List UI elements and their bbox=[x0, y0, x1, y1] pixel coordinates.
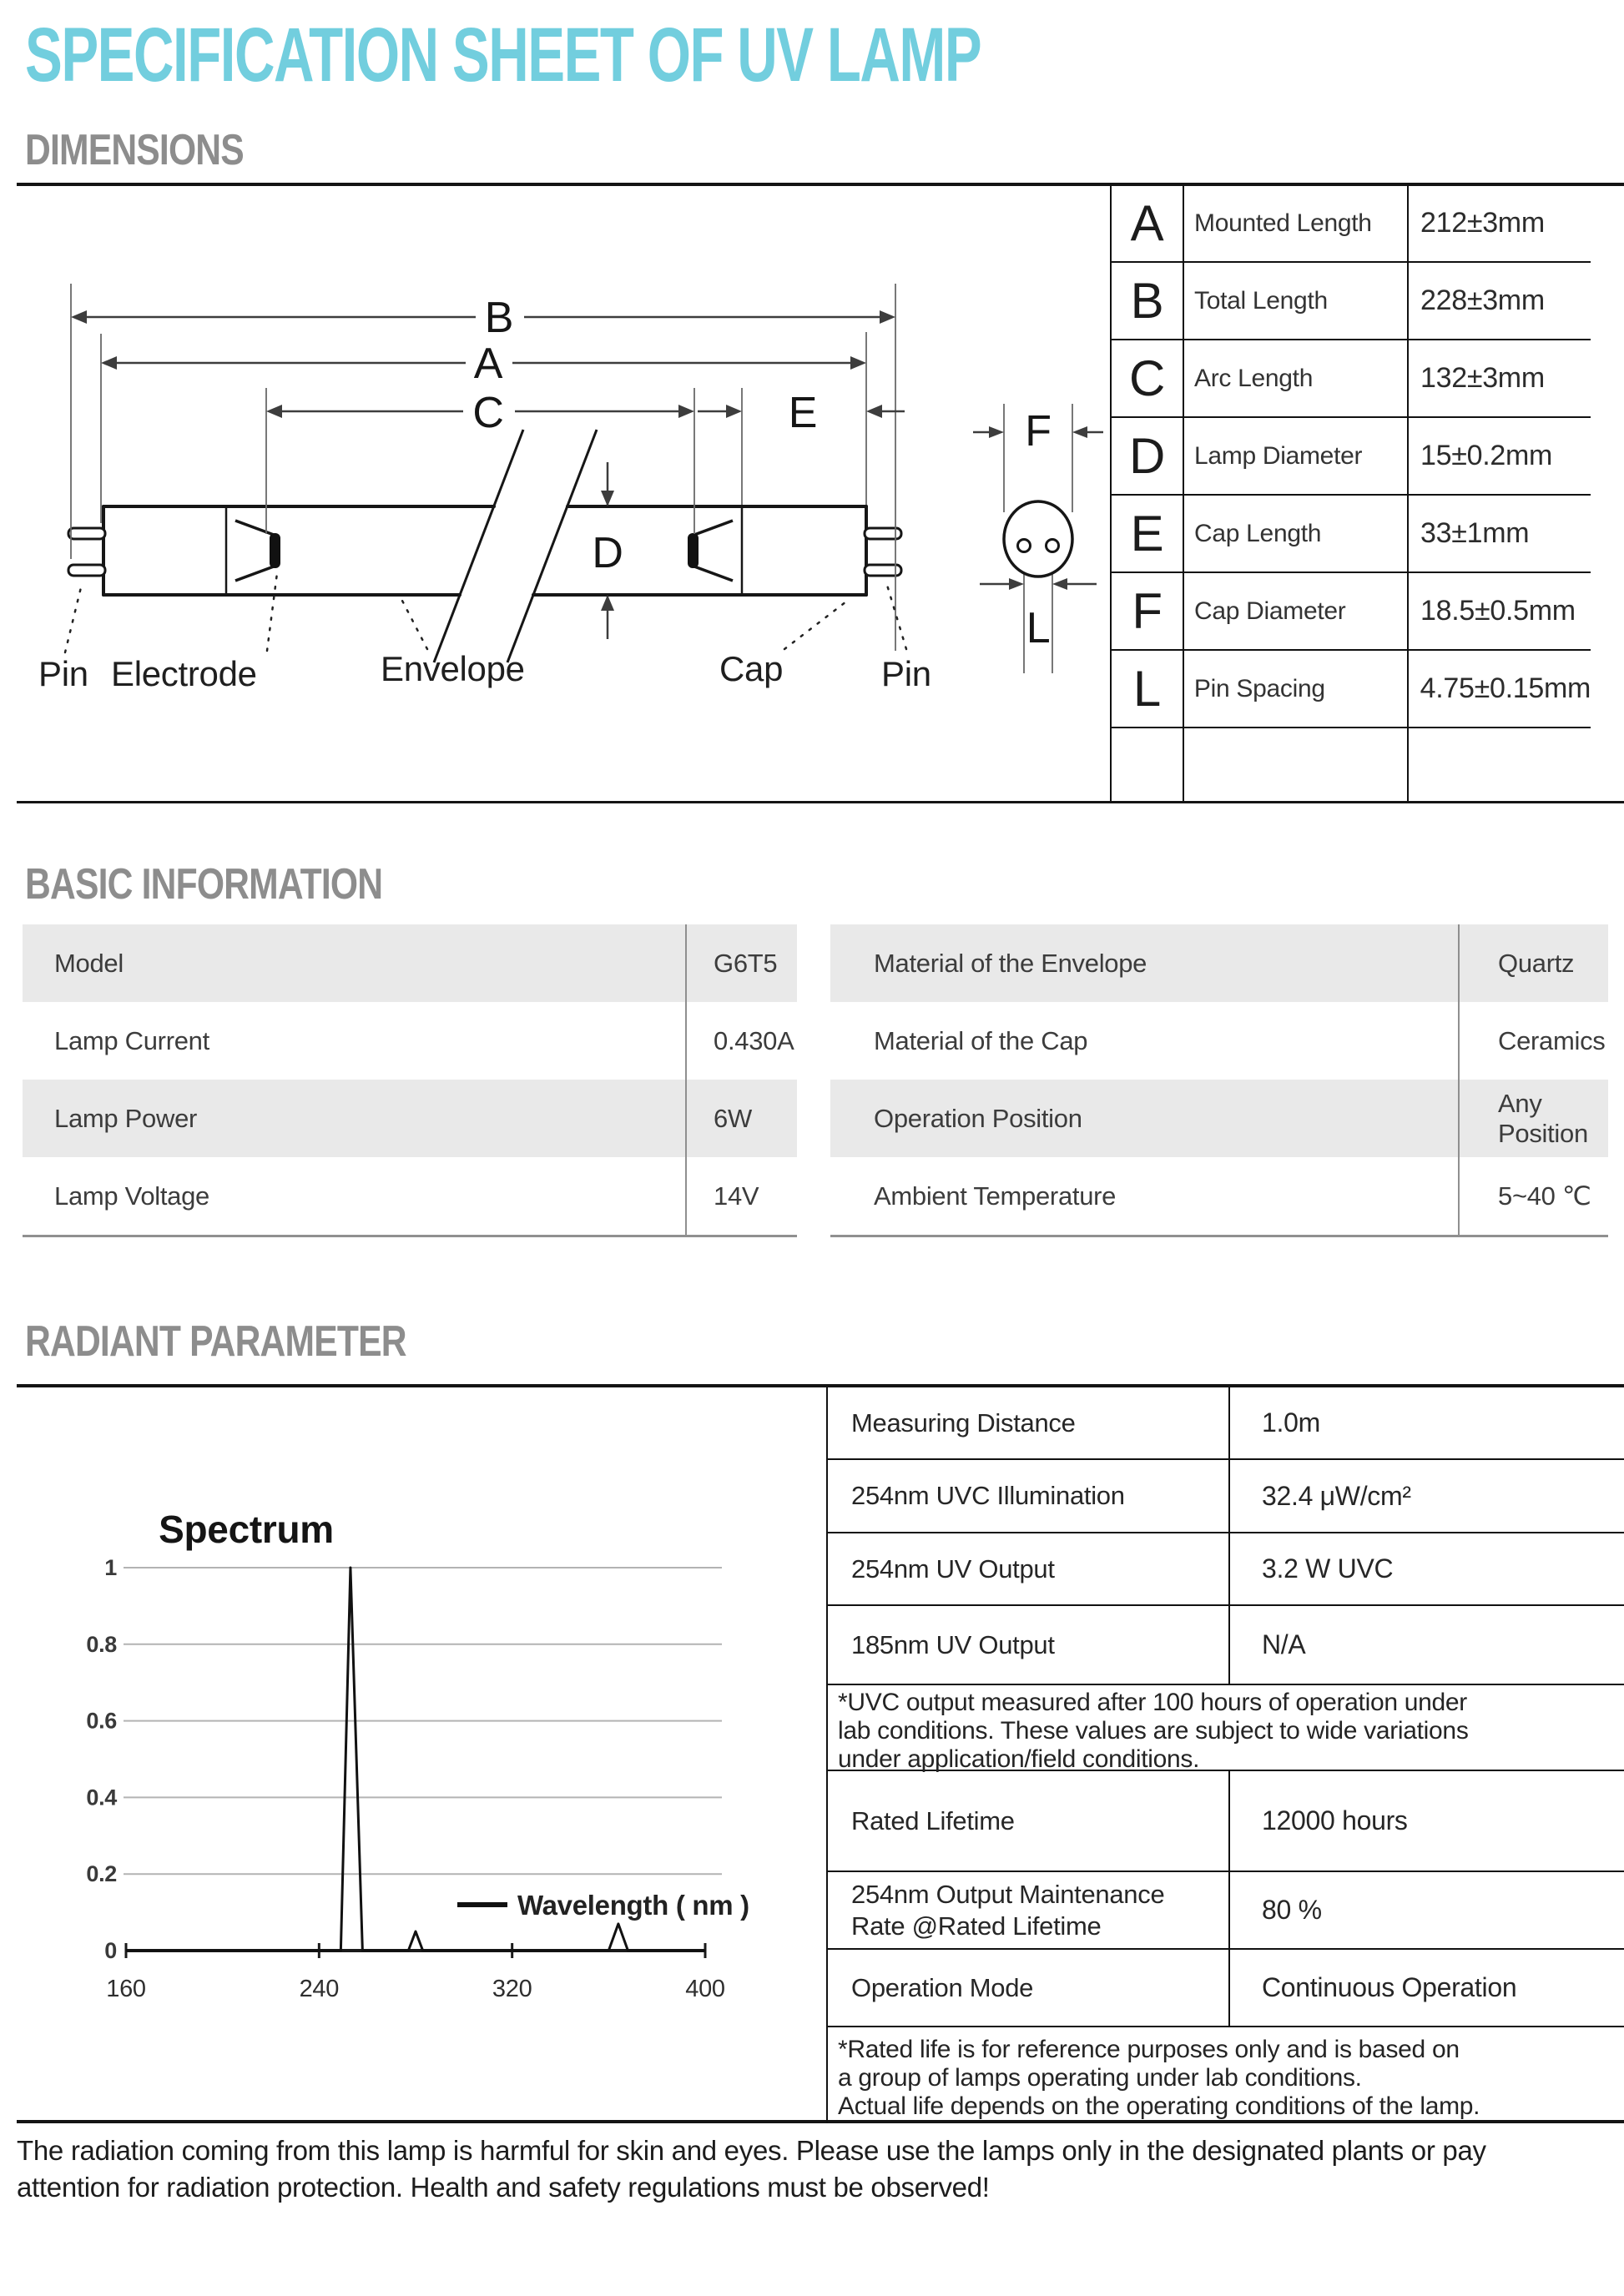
radiant-parameter-table bbox=[826, 1387, 1624, 2123]
table-row bbox=[828, 1460, 1624, 1533]
dim-letter-E: E bbox=[788, 389, 818, 437]
rad-label bbox=[828, 1460, 1228, 1532]
rad-label-text: 254nm Output Maintenance bbox=[851, 1879, 1165, 1909]
rad-value: 3.2 W UVC bbox=[1228, 1533, 1624, 1604]
basic-info-table-left bbox=[23, 924, 797, 1235]
uvc-output-note bbox=[828, 1685, 1624, 1773]
section-heading-dimensions: DIMENSIONS bbox=[25, 126, 244, 174]
dim-letter-C: C bbox=[472, 389, 504, 437]
radiation-warning bbox=[17, 2132, 1607, 2206]
dim-letter-F: F bbox=[1025, 407, 1052, 456]
y-tick-label: 0.4 bbox=[86, 1785, 117, 1810]
label-envelope: Envelope bbox=[381, 649, 525, 688]
bi-label: Lamp Voltage bbox=[54, 1181, 209, 1211]
lamp-pins bbox=[68, 528, 901, 576]
dim-label: Cap Diameter bbox=[1184, 573, 1409, 649]
warning-line: attention for radiation protection. Health and safety regulations must be observed! bbox=[17, 2172, 990, 2203]
dim-key: F bbox=[1112, 573, 1184, 649]
dim-label: Total Length bbox=[1184, 263, 1409, 339]
table-row bbox=[23, 924, 797, 1002]
table-row bbox=[23, 1080, 797, 1157]
x-tick-label: 160 bbox=[106, 1976, 146, 2002]
warning-line: The radiation coming from this lamp is harmful for skin and eyes. Please use the lamps only in the designated plants or pay bbox=[17, 2135, 1486, 2166]
spectrum-chart bbox=[17, 1387, 826, 2120]
dim-label: Cap Length bbox=[1184, 496, 1409, 571]
bi-label: Lamp Current bbox=[54, 1025, 209, 1055]
rad-value: 12000 hours bbox=[1228, 1771, 1624, 1871]
y-tick-label: 0.6 bbox=[86, 1708, 117, 1734]
dim-letter-B: B bbox=[484, 294, 514, 342]
x-tick-label: 400 bbox=[685, 1976, 725, 2002]
dim-key bbox=[1112, 728, 1184, 802]
bi-label: Material of the Envelope bbox=[874, 948, 1147, 978]
table-note-row bbox=[828, 1685, 1624, 1771]
spectrum-plot bbox=[86, 1508, 749, 2002]
bi-value: 5~40 ℃ bbox=[1498, 1181, 1591, 1211]
figure-dimension-letters bbox=[472, 294, 1051, 652]
rad-label bbox=[828, 1872, 1228, 1948]
bi-value: Ceramics bbox=[1498, 1025, 1606, 1055]
dim-key: B bbox=[1112, 263, 1184, 339]
rad-label bbox=[828, 1950, 1228, 2026]
table-row-empty bbox=[1112, 728, 1591, 802]
dim-key: L bbox=[1112, 651, 1184, 727]
dim-value: 132±3mm bbox=[1420, 362, 1545, 394]
rad-label-text: Rated Lifetime bbox=[851, 1805, 1015, 1835]
electrode-filament-left bbox=[270, 533, 280, 568]
dim-key: A bbox=[1112, 185, 1184, 261]
basic-info-table-right bbox=[830, 924, 1608, 1235]
bi-label: Material of the Cap bbox=[874, 1025, 1088, 1055]
dim-letter-D: D bbox=[592, 529, 623, 577]
bi-value: 6W bbox=[714, 1103, 752, 1133]
dim-label: Lamp Diameter bbox=[1184, 418, 1409, 494]
rad-label-text: 185nm UV Output bbox=[851, 1629, 1055, 1659]
x-tick-label: 240 bbox=[299, 1976, 340, 2002]
lamp-tube bbox=[103, 506, 866, 595]
rad-label-text: Rate @Rated Lifetime bbox=[851, 1911, 1102, 1941]
section-heading-basic-information: BASIC INFORMATION bbox=[25, 860, 383, 909]
chart-title: Spectrum bbox=[159, 1508, 334, 1551]
rad-label-text: Operation Mode bbox=[851, 1972, 1034, 2002]
dim-label bbox=[1184, 728, 1409, 802]
table-row bbox=[830, 1080, 1608, 1157]
table-row bbox=[828, 1872, 1624, 1950]
table-row bbox=[828, 1606, 1624, 1685]
table-bottom-border bbox=[23, 1235, 797, 1237]
dim-value: 4.75±0.15mm bbox=[1420, 672, 1591, 704]
bi-value: 14V bbox=[714, 1181, 759, 1211]
label-pin-right: Pin bbox=[881, 654, 931, 693]
page-title: SPECIFICATION SHEET OF UV LAMP bbox=[25, 13, 981, 98]
bi-label: Operation Position bbox=[874, 1103, 1082, 1133]
table-row bbox=[830, 1157, 1608, 1235]
dim-value: 18.5±0.5mm bbox=[1420, 595, 1576, 627]
label-electrode: Electrode bbox=[111, 654, 257, 693]
electrode-filament-right bbox=[688, 533, 699, 568]
table-bottom-border bbox=[830, 1235, 1608, 1237]
table-row bbox=[828, 1771, 1624, 1872]
dim-key: E bbox=[1112, 496, 1184, 571]
table-row bbox=[1112, 340, 1591, 418]
dimension-lines bbox=[87, 317, 1103, 639]
dimension-arrowheads bbox=[71, 310, 1087, 611]
rad-label bbox=[828, 1771, 1228, 1871]
legend-label: Wavelength ( nm ) bbox=[517, 1890, 749, 1921]
cap-divider-lines bbox=[226, 506, 742, 595]
table-row bbox=[828, 1950, 1624, 2027]
y-tick-label: 1 bbox=[104, 1555, 117, 1580]
y-tick-label: 0.8 bbox=[86, 1631, 117, 1657]
rad-value: 1.0m bbox=[1228, 1387, 1624, 1458]
x-tick-label: 320 bbox=[492, 1976, 532, 2002]
rad-value: 32.4 μW/cm² bbox=[1228, 1460, 1624, 1532]
rad-label-text: Measuring Distance bbox=[851, 1407, 1076, 1438]
column-divider bbox=[685, 924, 687, 1235]
bi-value: Quartz bbox=[1498, 948, 1575, 978]
dim-value bbox=[1409, 728, 1591, 802]
label-pin-left: Pin bbox=[38, 654, 88, 693]
table-row bbox=[1112, 418, 1591, 496]
bi-label: Ambient Temperature bbox=[874, 1181, 1117, 1211]
note-line: a group of lamps operating under lab conditions. bbox=[838, 2064, 1362, 2092]
table-row bbox=[1112, 573, 1591, 651]
lamp-dimension-drawing bbox=[17, 185, 1110, 802]
rad-value: Continuous Operation bbox=[1228, 1950, 1624, 2026]
table-note-row bbox=[828, 2027, 1624, 2123]
rad-label bbox=[828, 1387, 1228, 1458]
note-line: Actual life depends on the operating conditions of the lamp. bbox=[838, 2092, 1480, 2120]
table-row bbox=[828, 1533, 1624, 1606]
dim-value: 15±0.2mm bbox=[1420, 440, 1552, 471]
table-row bbox=[1112, 263, 1591, 340]
break-marks bbox=[434, 430, 597, 662]
column-divider bbox=[1458, 924, 1460, 1235]
dim-value: 212±3mm bbox=[1420, 207, 1545, 239]
bi-value: G6T5 bbox=[714, 948, 778, 978]
rad-label-text: 254nm UVC Illumination bbox=[851, 1481, 1125, 1510]
dim-letter-L: L bbox=[1026, 604, 1051, 652]
bi-value: 0.430A bbox=[714, 1025, 794, 1055]
note-line: *Rated life is for reference purposes only and is based on bbox=[838, 2036, 1460, 2063]
label-cap: Cap bbox=[719, 649, 784, 688]
note-line: under application/field conditions. bbox=[838, 1745, 1200, 1773]
table-row bbox=[23, 1002, 797, 1080]
rad-label bbox=[828, 1533, 1228, 1604]
rated-life-note bbox=[828, 2027, 1624, 2123]
table-row bbox=[828, 1387, 1624, 1460]
dim-label: Pin Spacing bbox=[1184, 651, 1409, 727]
dim-value: 33±1mm bbox=[1420, 517, 1530, 549]
figure-part-labels bbox=[38, 649, 931, 693]
leader-lines bbox=[65, 573, 906, 652]
dim-letter-A: A bbox=[473, 340, 503, 388]
rad-label-text: 254nm UV Output bbox=[851, 1553, 1055, 1584]
dim-key: D bbox=[1112, 418, 1184, 494]
dim-key: C bbox=[1112, 340, 1184, 416]
bi-label: Model bbox=[54, 948, 124, 978]
dim-label: Mounted Length bbox=[1184, 185, 1409, 261]
rad-value: 80 % bbox=[1228, 1872, 1624, 1948]
table-row bbox=[1112, 651, 1591, 728]
y-tick-label: 0 bbox=[104, 1938, 117, 1963]
extension-lines bbox=[71, 284, 1072, 673]
table-row bbox=[1112, 496, 1591, 573]
table-row bbox=[830, 1002, 1608, 1080]
note-line: lab conditions. These values are subject to wide variations bbox=[838, 1717, 1469, 1745]
dimensions-table bbox=[1110, 185, 1591, 802]
table-row bbox=[1112, 185, 1591, 263]
bi-label: Lamp Power bbox=[54, 1103, 198, 1133]
dim-label: Arc Length bbox=[1184, 340, 1409, 416]
y-tick-label: 0.2 bbox=[86, 1861, 117, 1887]
dim-value: 228±3mm bbox=[1420, 284, 1545, 316]
rad-value: N/A bbox=[1228, 1606, 1624, 1684]
section-heading-radiant-parameter: RADIANT PARAMETER bbox=[25, 1317, 406, 1366]
rad-label bbox=[828, 1606, 1228, 1684]
table-row bbox=[23, 1157, 797, 1235]
table-row bbox=[830, 924, 1608, 1002]
bi-value: Any Position bbox=[1498, 1088, 1588, 1148]
note-line: *UVC output measured after 100 hours of operation under bbox=[838, 1689, 1467, 1716]
cap-end-view bbox=[1004, 501, 1072, 577]
